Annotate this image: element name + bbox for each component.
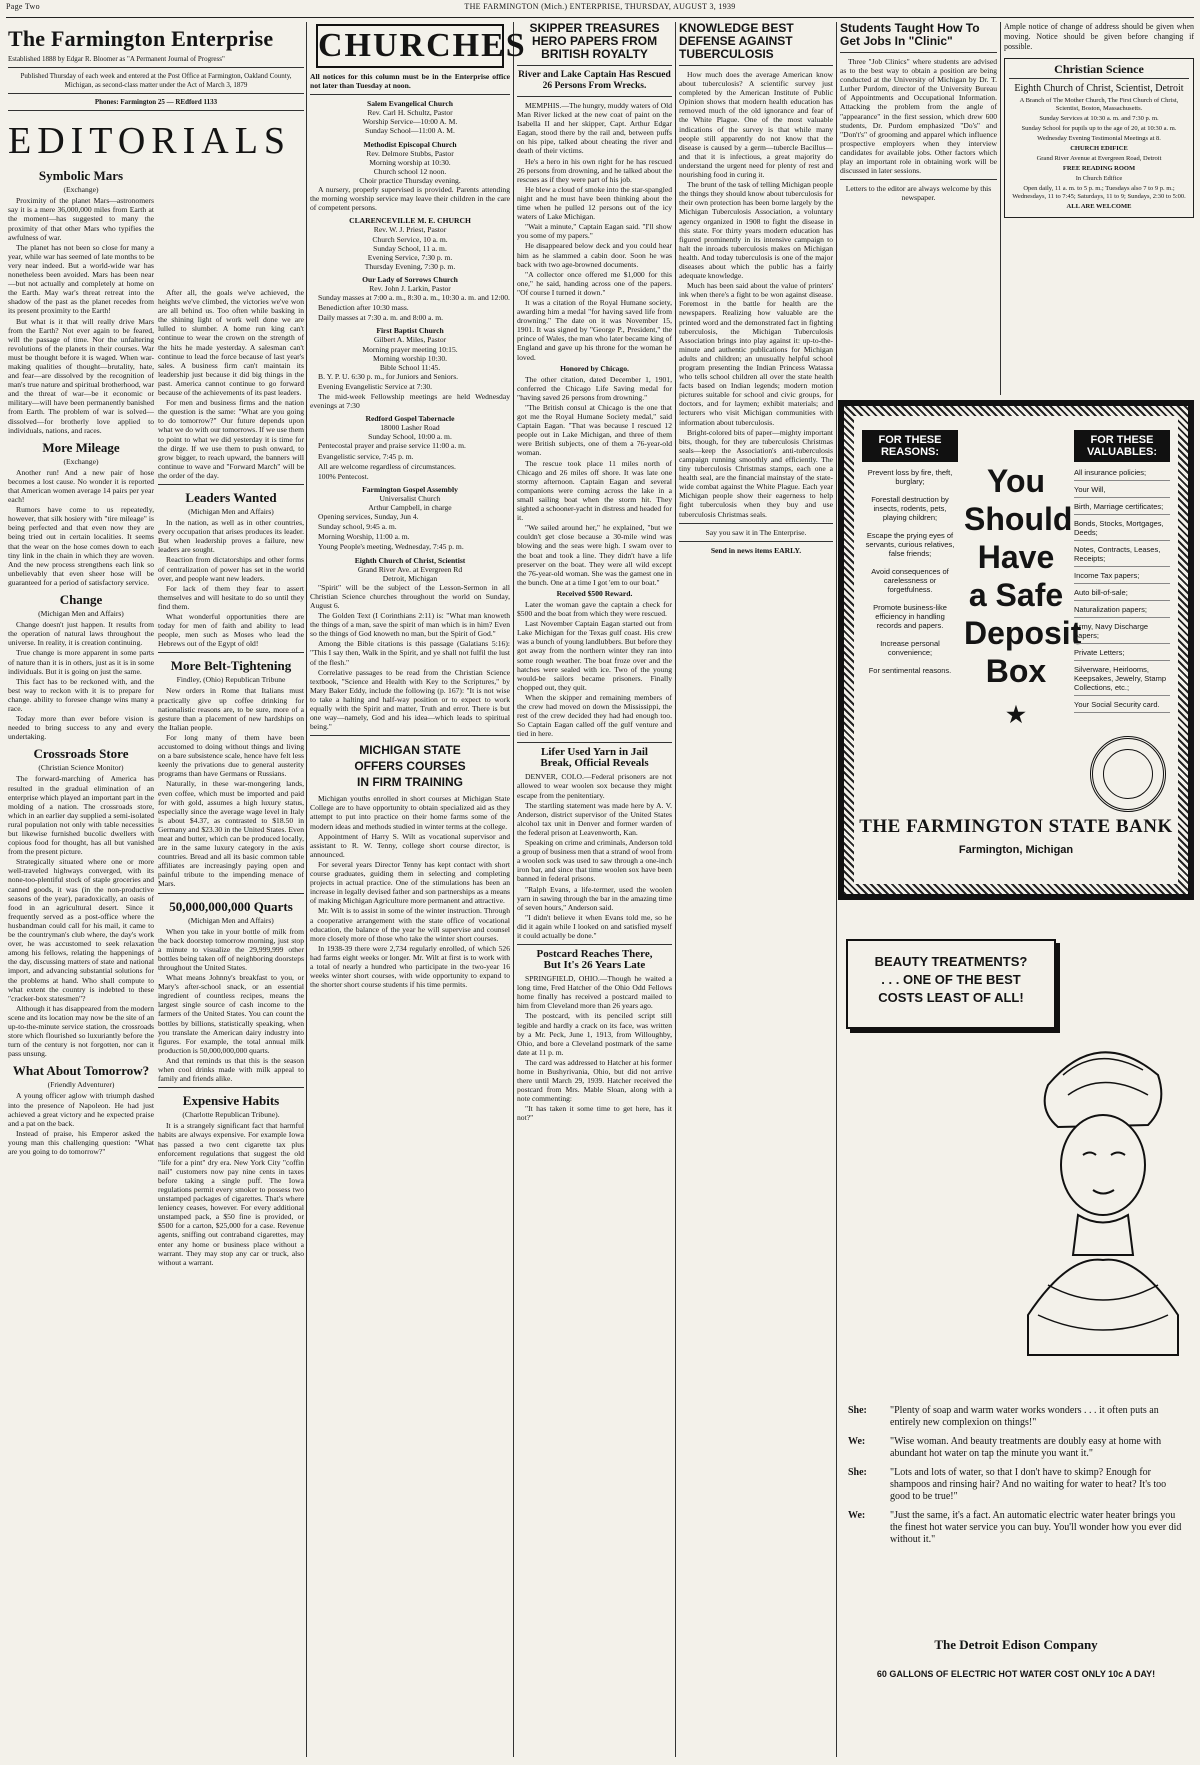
bank-reasons <box>862 430 958 684</box>
church-line: Thursday Evening, 7:30 p. m. <box>364 261 456 271</box>
church-entry <box>310 556 510 732</box>
paragraph: The other citation, dated December 1, 1901, conferred the Chicago Life Saving medal for "having saved 26 persons from drowning." <box>517 374 672 402</box>
church-name: Eighth Church of Christ, Scientist <box>354 555 466 565</box>
paragraph: MEMPHIS.—The hungry, muddy waters of Old Man River licked at the new coat of paint on the Isabella II and her skipper, Capt. Arthur Edgar Eagan, stood there by the rail and, between puffs on his pipe, talked about cheating the river and death of their victims. <box>517 101 672 156</box>
column-rule <box>513 22 514 1757</box>
church-line: Pentecostal prayer and praise service 11:00 a. m. <box>318 441 466 451</box>
article-msc <box>310 742 510 989</box>
valuable-item: Your Social Security card. <box>1074 700 1170 713</box>
paragraph: The brunt of the task of telling Michigan people the things they should know about tuberculosis for their own protection has been borne largely by the Michigan Tuberculosis Association, a voluntary agency organized in 1908 to fight the disease in this state. For thirty years modern education has figured prominently in its intensive campaign to halt the inroads tuberculosis makes on Michigan health. And today tuberculosis is one of the major diseases about which the public has a fairly adequate knowledge. <box>679 180 833 281</box>
paragraph: Three "Job Clinics" where students are advised as to the best way to obtain a position are being conducted at the University of Michigan by Dr. T. Luther Purdom, director of the University Bureau of Appointments and Occupational Information. Attacking the problem from the angle of "appearance" in the first session, which drew 600 students, Dr. Purdom emphasized "Do's" and "Don't's" of grooming and apparel which influence prospective employers when they interview candidates for available jobs. Other factors which play an important role in obtaining work will be discussed in later sessions. <box>840 57 997 176</box>
church-name: First Baptist Church <box>376 326 444 336</box>
headline-jobs: Students Taught How To Get Jobs In "Clinic" <box>840 21 980 48</box>
paragraph: The card was addressed to Hatcher at his former home in Bushyrivania, Ohio, but did not arrive there until March 29, 1939. Hatcher received the postcard from Mrs. Mable Sloan, along with a note commenting: <box>517 1057 672 1104</box>
church-line: The mid-week Fellowship meetings are held Wednesday evenings at 7:30 <box>310 392 510 411</box>
ad-headline-line <box>848 971 1054 989</box>
church-line: Bible School 11:45. <box>379 362 441 372</box>
paragraph: Strategically situated where one or more well-traveled highways converged, with its none-too-plentiful stock of staple groceries and canned goods, it was (in the non-productive seasons of the year), paradoxically, an oasis of food in an agricultural desert. Since it frequently served as a post-office where the husbandman could call for his mail, it came to be the countryman's club where, the day's work over, he was accustomed to seek relaxation among his fellows, relating the happenings of the day, discussing matters of state and national import, and advancing substantial solutions for the problems at hand. Who shall compute to what extent the country is indebted to these "cracker-box statesmen"? <box>8 857 154 1003</box>
dialogue-row <box>848 1405 1188 1429</box>
paragraph: The planet has not been so close for many a year, while war has seemed of late months to be very near indeed. But a world-wide war has nonetheless been avoided. Mars has been near—but not actually and completely at home on the Earth. May war's threat retreat into the shadow of the past as the planet recedes from its present proximity to the Earth! <box>8 242 154 316</box>
star-icon: ★ <box>1006 702 1026 727</box>
valuable-item: All insurance policies; <box>1074 468 1170 481</box>
paragraph: After all, the goals we've achieved, the heights we've climbed, the victories we've won are all behind us. Too often while basking in the shining light of work well done we are lulled to slumber. A home run king can't continue to wear the crown on the strength of the hits he made yesterday. A salesman can't continue to lead the force because of last year's sales. A business firm can't maintain its leadership just because it did big things in the past. America cannot continue to go forward because of the achievements of its past leaders. <box>158 288 304 398</box>
paragraph: Speaking on crime and criminals, Anderson told a group of business men that a strand of wool from a woolen sock was used to saw through a one-inch iron bar, and since that time woolen sox have been banned in federal prisons. <box>517 838 672 884</box>
church-line: Rev. Delmore Stubbs, Pastor <box>366 148 454 158</box>
valuable-item: Private Letters; <box>1074 648 1170 661</box>
church-line: Rev. Carl H. Schultz, Pastor <box>367 108 453 118</box>
church-line: Universalist Church <box>379 493 441 503</box>
cs-line: ALL ARE WELCOME <box>1066 203 1132 211</box>
paragraph: The Golden Text (I Corinthians 2:11) is: "What man knoweth the things of a man, save the spirit of man which is in him? Even so the things of God knoweth no man, but the Spirit of God." <box>310 611 510 639</box>
church-line: Choir practice Thursday evening. <box>359 175 461 185</box>
ad-company-name: The Detroit Edison Company <box>934 1637 1098 1652</box>
reason-item: Increase personal convenience; <box>880 639 940 657</box>
ad-dialogue <box>848 1405 1188 1553</box>
cs-line: Open daily, 11 a. m. to 5 p. m.; Tuesdays also 7 to 9 p. m.; Wednesdays, 11 to 7:45; Saturdays, 11 to 9; Sundays, 2:30 to 5:00. <box>1012 185 1186 201</box>
paragraph: "Ralph Evans, a life-termer, used the woolen yarn in sawing through the bar in the amazing time of seven hours," Anderson said. <box>517 884 672 912</box>
church-line: 100% Pentecost. <box>318 471 369 481</box>
paragraph: The postcard, with its penciled script still legible and hardly a crack on its face, was written by a Mr. Peck, June 1, 1913, from Willoughby, Ohio, and bore a Cleveland postmark of the same date at 11 p. m. <box>517 1011 672 1057</box>
church-line: Worship Service—10:00 A. M. <box>362 117 458 127</box>
headline: Expensive Habits <box>182 1093 280 1109</box>
paragraph: Last November Captain Eagan started out from Lake Michigan for the Texas gulf coast. His crew was a bunch of young landlubbers. But before they got away from the northern winter they ran into some rough weather. The boat froze over and the hatches were sealed with ice. Two of the young would-be sailors became prisoners. Finally chopped out, they quit. <box>517 619 673 692</box>
church-line: Sunday masses at 7:00 a. m., 8:30 a. m., 10:30 a. m. and 12:00. <box>318 293 510 303</box>
church-line: Opening services, Sunday, Jun 4. <box>318 512 419 522</box>
filler-line: Say you saw it in The Enterprise. <box>705 527 807 537</box>
editorial-change <box>8 593 154 741</box>
paragraph: Another run! And a new pair of hose becomes a lost cause. No wonder it is reported that American women average 14 pairs per year each! <box>8 467 154 505</box>
cs-line: FREE READING ROOM <box>1062 165 1136 173</box>
credit: (Michigan Men and Affairs) <box>188 506 274 516</box>
headline-postcard <box>517 949 672 971</box>
credit: (Michigan Men and Affairs) <box>188 915 274 925</box>
credit: (Charlotte Republican Tribune). <box>182 1110 280 1120</box>
paragraph: Correlative passages to be read from the Christian Science textbook, "Science and Health with Key to the Scriptures," by Mary Baker Eddy, include the following (p. 167): "It is not wise to take a halting and half-way position or to expect to work equally with the Spirit and matter, Truth and error. There is but one way—namely, God and his idea—which leads to spiritual being." <box>310 667 510 732</box>
church-line: Arthur Campbell, in charge <box>368 503 452 513</box>
valuables-title: FOR THESE VALUABLES: <box>1074 430 1170 462</box>
editorial-leaders-wanted <box>158 491 304 648</box>
church-line: Sunday School—11:00 A. M. <box>365 126 455 136</box>
column-cs <box>1004 22 1194 392</box>
filler-line: Letters to the editor are always welcome by this newspaper. <box>845 184 992 203</box>
bank-advertisement <box>838 400 1194 900</box>
headline: More Belt-Tightening <box>170 658 292 674</box>
slogan-line: You <box>986 463 1046 499</box>
paragraph: Much has been said about the value of printers' ink when there's a fight to be won against disease. Foremost in the battle for health are the newspapers. Realizing how valuable are the printed word and the demonstrated fact in fighting tuberculosis, the Michigan Tuberculosis Association brings into play against it: up-to-the-minute and authentic publications for Michigan adults and children; an unusually helpful school program presenting the Indian Princess Watassa who tells school children all over the state health facts based on Indian legends; modern motion pictures suitable for school and civic groups, for doctors, and for laymen; exhibit materials; and lecturers who visit Michigan communities with information about tuberculosis. <box>679 281 833 427</box>
page-number: Page Two <box>6 2 40 11</box>
paragraph: True change is more apparent in some parts of nature than it is in others, just as it is in some individuals. But it is going on just the same. <box>8 648 154 676</box>
paragraph: How much does the average American know about tuberculosis? A scientific survey just completed by the American Institute of Public Opinion shows that modern health education has removed much of the old ignorance and fear of the White Plague. One of the most valuable indications of the survey is that while many people still apparently do not know that the disease is caused by a germ—tubercle Bacillus—and that it is infectious, a great majority do understand the urgent need for plenty of rest and nourishing food in curing it. <box>679 70 833 180</box>
paragraph: He disappeared below deck and you could hear him as he slammed a cabin door. Soon he was back with two age-browned documents. <box>517 241 672 269</box>
valuable-item: Naturalization papers; <box>1074 605 1170 618</box>
church-line: Daily masses at 7:30 a. m. and 8:00 a. m. <box>318 313 444 323</box>
church-line: Morning worship at 10:30. <box>369 157 451 167</box>
headline-tuberculosis: KNOWLEDGE BEST DEFENSE AGAINST TUBERCULOSIS <box>679 21 794 61</box>
valuable-item: Bonds, Stocks, Mortgages, Deeds; <box>1074 519 1170 541</box>
paragraph: For lack of them they fear to assert themselves and will hesitate to do so until they find them. <box>158 583 304 611</box>
church-line: Morning Worship, 11:00 a. m. <box>318 532 410 542</box>
paragraph: "The British consul at Chicago is the one that got me the Royal Humane Society medal," said Captain Eagan. "That was because I rescued 12 people out in Lake Michigan, and three of them were British subjects, one of them a 76-year-old woman. <box>517 403 672 458</box>
church-line: All are welcome regardless of circumstances. <box>318 461 456 471</box>
cs-line: Eighth Church of Christ, Scientist, Detroit <box>1014 83 1184 95</box>
dialogue-text: "Wise woman. And beauty treatments are doubly easy at home with abundant hot water on tap the minute you want it." <box>890 1436 1162 1459</box>
church-entry <box>310 275 510 322</box>
dialogue-row <box>848 1436 1188 1460</box>
church-line: Benediction after 10:30 mass. <box>318 303 409 313</box>
filler-line: Send in news items EARLY. <box>710 545 802 555</box>
paragraph: New orders in Rome that Italians must practically give up coffee drinking for nationalistic reasons are, to be sure, more of a gesture than a placement of new hardships on the Italian people. <box>158 686 304 732</box>
cs-line: Sunday School for pupils up to the age of 20, at 10:30 a. m. <box>1021 125 1177 133</box>
church-line: Sunday school, 9:45 a. m. <box>318 522 397 532</box>
church-entry <box>310 99 510 135</box>
church-name: CLARENCEVILLE M. E. CHURCH <box>349 216 471 226</box>
valuable-item: Silverware, Heirlooms, Keepsakes, Jewelry, Stamp Collections, etc.; <box>1074 665 1170 696</box>
column-churches <box>310 22 527 1757</box>
cs-line: A Branch of The Mother Church, The First Church of Christ, Scientist, Boston, Massachusetts. <box>1019 97 1179 113</box>
church-entry <box>310 414 510 481</box>
headline-line: Lifer Used Yarn in Jail <box>541 746 648 759</box>
headline: Symbolic Mars <box>38 168 124 184</box>
paragraph: "Spirit" will be the subject of the Lesson-Sermon in all Christian Science churches throughout the world on Sunday, August 6. <box>310 582 510 610</box>
paragraph: Instead of praise, his Emperor asked the young man this challenging question: "What are you going to do tomorrow?" <box>8 1128 154 1156</box>
editorial-quarts <box>158 900 304 1084</box>
church-entry <box>310 326 510 410</box>
paragraph: The rescue took place 11 miles north of Chicago and 26 miles off shore. It was late one stormy afternoon. Captain Eagan and several companions were coming across the lake in a small sailing boat when the storm hit. They sighted a schooner-yacht in distress and headed for it. <box>517 458 672 523</box>
headline: More Mileage <box>42 439 120 455</box>
paragraph: "We sailed around her," he explained, "but we couldn't get close because a 30-mile wind was blowing and the seas were high. I swam over to the boat and took a line. They didn't have a life preserver on the boat. They were all wild except the 76-year-old woman. She was the gamest one in the bunch. One at a time I got 'em to our boat." <box>517 523 672 587</box>
church-name: Farmington Gospel Assembly <box>362 484 458 494</box>
speaker: She: <box>848 1467 867 1478</box>
cs-title: Christian Science <box>1054 62 1144 76</box>
column-tuberculosis <box>679 22 833 972</box>
bank-valuables <box>1074 430 1170 717</box>
paragraph: It was a citation of the Royal Humane society, awarding him a medal "for having saved life from drowning." The date on it was November 15, 1901. It was signed by "George P., President," the prince of Wales, the man who later became king of England and gave up his throne for the woman he loved. <box>517 297 672 362</box>
paragraph: Appointment of Harry S. Wilt as vocational supervisor and assistant to R. W. Tenny, college short course director, is announced. <box>310 831 510 859</box>
woman-in-towel-illustration <box>1008 1015 1188 1375</box>
paragraph: What wonderful opportunities there are today for men of faith and ability to lead people, men such as Moses who lead the Hebrews out of the Egypt of old! <box>158 612 304 649</box>
editorial-more-belt-tightening <box>158 659 304 888</box>
headline-skipper: SKIPPER TREASURES HERO PAPERS FROM BRITISH ROYALTY <box>529 21 660 61</box>
dialogue-text: "Plenty of soap and warm water works wonders . . . it often puts an entirely new complexion on things!" <box>890 1405 1159 1428</box>
paragraph: For long many of them have been accustomed to doing without things and living on a bare subsistence scale, hence have felt less keenly the privations due to general austerity programs than have Germans or Russians. <box>158 732 304 779</box>
churches-heading: CHURCHES <box>316 24 504 68</box>
cs-line: In Church Edifice <box>1075 175 1123 183</box>
church-line: Rev. John J. Larkin, Pastor <box>369 283 451 293</box>
column-rule <box>306 22 307 1757</box>
editorials-heading: EDITORIALS <box>8 120 292 163</box>
credit: (Exchange) <box>63 185 99 195</box>
church-line: Detroit, Michigan <box>382 573 438 583</box>
paragraph: This fact has to be reckoned with, and the best way to reckon with it is to prepare for change. ability to foresee change wins many a race. <box>8 676 154 713</box>
reason-item: Promote business-like efficiency in handling records and papers. <box>873 603 947 630</box>
church-name: Methodist Episcopal Church <box>363 139 457 149</box>
slogan-line: Box <box>985 653 1047 689</box>
paragraph: When you take in your bottle of milk from the back doorstep tomorrow morning, just stop a minute to visualize the 29,999,999 other bottles being taken off of neighboring doorsteps throughout the United States. <box>158 926 304 972</box>
ad-tagline: 60 GALLONS OF ELECTRIC HOT WATER COST ONLY 10c A DAY! <box>876 1669 1156 1679</box>
church-line: Evening Evangelistic Service at 7:30. <box>318 381 433 391</box>
slogan-line: Should <box>964 501 1073 537</box>
masthead-published: Published Thursday of each week and entered at the Post Office at Farmington, Oakland County, Michigan, as second-class matter under the Act of March 3, 1879 <box>20 72 292 89</box>
headline-line: OFFERS COURSES <box>354 759 466 774</box>
dateline: THE FARMINGTON (Mich.) ENTERPRISE, THURSDAY, AUGUST 3, 1939 <box>464 2 736 11</box>
dialogue-text: "Just the same, it's a fact. An automatic electric water heater brings you the finest hot water service you can buy. You'll wonder how you ever did without it." <box>890 1510 1182 1545</box>
church-line: Gilbert A. Miles, Pastor <box>373 335 447 345</box>
church-line: Evening Service, 7:30 p. m. <box>367 252 453 262</box>
editorial-more-mileage <box>8 441 154 587</box>
slogan-line: Deposit <box>964 615 1082 651</box>
crosshead: Honored by Chicago. <box>560 363 629 373</box>
reason-item: Prevent loss by fire, theft, burglary; <box>867 468 953 486</box>
speaker: We: <box>848 1436 866 1447</box>
column-rule <box>836 22 837 1757</box>
church-line: Sunday School, 11 a. m. <box>373 243 447 253</box>
christian-science-box <box>1004 58 1194 218</box>
valuable-item: Income Tax papers; <box>1074 571 1170 584</box>
credit: (Michigan Men and Affairs) <box>38 609 124 619</box>
paragraph: Proximity of the planet Mars—astronomers say it is a mere 36,000,000 miles from Earth at the moment—has suggested to many the proximity of that other Mars who typifies the awfulness of war. <box>8 196 154 242</box>
paragraph: "I didn't believe it when Evans told me, so he did it again while I looked on and satisfied myself it could actually be done." <box>517 912 672 940</box>
cs-line: Wednesday Evening Testimonial Meetings at 8. <box>1037 135 1161 143</box>
headline-lifer <box>517 747 672 769</box>
masthead-phones: Phones: Farmington 25 — REdford 1133 <box>94 97 218 106</box>
valuable-item: Your Will, <box>1074 485 1170 498</box>
church-line: Grand River Ave. at Evergreen Rd <box>357 564 463 574</box>
headline-line: MICHIGAN STATE <box>359 743 461 758</box>
paragraph: "Wait a minute," Captain Eagan said. "I'll show you some of my papers." <box>517 222 672 241</box>
valuable-item: Birth, Marriage certificates; <box>1074 502 1170 515</box>
church-line: Young People's meeting, Wednesday, 7:45 p. m. <box>318 542 464 552</box>
church-line: Morning worship 10:30. <box>372 353 448 363</box>
headline: Leaders Wanted <box>185 489 277 505</box>
church-line: Church Service, 10 a. m. <box>372 234 448 244</box>
headline <box>310 742 510 790</box>
bank-name: THE FARMINGTON STATE BANK <box>859 816 1173 837</box>
headline-line: IN FIRM TRAINING <box>357 775 463 790</box>
paragraph: He's a hero in his own right for he has rescued 26 persons from drowning, and he talked about the rescues as if they were part of his job. <box>517 156 672 184</box>
paragraph: Naturally, in these war-mongering lands, even coffee, which must be imported and paid for with gold, assumes a high luxury status, especially since the average wage level in Italy is about $4.37, as contrasted to $18.50 in Germany and $23.30 in the United States. Even meat and butter, which can be produced locally, are in the same luxury category in the axis countries. Bread and all its basic common table affiliates are increasingly paying open and painful tribute to the impending menace of Mars. <box>158 779 304 889</box>
paragraph: The startling statement was made here by A. V. Anderson, district supervisor of the United States alcohol tax unit in Denver and former warden of the federal prison at Leavenworth, Kan. <box>517 800 672 837</box>
credit: (Christian Science Monitor) <box>38 763 124 773</box>
cs-line: CHURCH EDIFICE <box>1070 145 1128 153</box>
column-rule <box>1000 22 1001 395</box>
paragraph: It is a strangely significant fact that harmful habits are always expensive. For example Iowa has passed a two cent cigarette tax plus enforcement regulations that suggest the old "life for a pint" dry era. New York City "coffin nail" customers now pay nine cents in taxes before taking a single puff. The Iowa regulations permit every smoker to possess two unstamped packages of cigarettes. That's where leniency ceases, however. For every additional unstamped pack, a $50 fine is provided, or $500 for a carton, $25,000 for a case. Revenue agents, sniffing out contraband cigarettes, may enter any home or business place without a warrant. They may stop any car or truck, also without a warrant. <box>158 1121 304 1267</box>
paragraph: What means Johnny's breakfast to you, or Mary's after-school snack, or an essential ingredient of countless recipes, means the largest single source of cash income to the farmers of the United States. You can count the bottles by billions, statistically speaking, when you translate the American dairy industry into figures. For example, the total annual milk production is 50,000,000,000 quarts. <box>158 973 304 1055</box>
bank-city: Farmington, Michigan <box>958 844 1074 856</box>
slogan-line: a Safe <box>968 577 1064 613</box>
church-line: Sunday School, 10:00 a. m. <box>368 432 452 442</box>
paragraph: When the skipper and remaining members of the crew had moved on down the Mississippi, the rest of the crew decided they had had enough too. So Captain Eagan called off the gulf venture and tied in here. <box>517 692 672 739</box>
paragraph: Later the woman gave the captain a check for $500 and the boat from which they were rescued. <box>517 599 672 619</box>
bank-slogan <box>964 462 1082 734</box>
column-rule <box>675 22 676 1757</box>
church-line: 18000 Lasher Road <box>380 423 440 433</box>
paragraph: Bright-colored bits of paper—mighty important bits, though, for they are tuberculosis Christmas seals—keep the Association's anti-tuberculosis campaign running smoothly and efficiently. The tiny tuberculosis Christmas stamps, each one a health seal, are the financial mainstay of the state-wide combat against the White Plague. Each year Michigan people show their eagerness to help fight tuberculosis when they buy and use tuberculosis Christmas seals. <box>679 427 833 519</box>
editorial-crossroads-store <box>8 747 154 1058</box>
church-line: Church school 12 noon. <box>373 166 447 176</box>
paragraph: "A collector once offered me $1,000 for this one," he said, handing across one of the papers. "Of course I turned it down." <box>517 269 672 297</box>
paragraph: Michigan youths enrolled in short courses at Michigan State College are to have opportunity to obtain specialized aid as they attempt to put into practice on their home farms some of the modern ideas and methods studied in winter terms at the college. <box>310 794 510 831</box>
column-news <box>517 22 672 1757</box>
headline: What About Tomorrow? <box>12 1063 150 1079</box>
column-jobs <box>840 22 997 392</box>
church-line: Morning prayer meeting 10:15. <box>362 344 458 354</box>
valuable-item: Notes, Contracts, Leases, Receipts; <box>1074 545 1170 567</box>
ad-headline-line: COSTS LEAST OF ALL! <box>878 990 1024 1005</box>
subhead-skipper: River and Lake Captain Has Rescued 26 Persons From Wrecks. <box>518 70 671 91</box>
headline: 50,000,000,000 Quarts <box>169 898 293 914</box>
reason-item: For sentimental reasons. <box>868 666 952 675</box>
bank-ad-panel <box>854 416 1178 884</box>
masthead-established: Established 1888 by Edgar R. Bloomer as "A Permanent Journal of Progress" <box>8 55 225 63</box>
ad-headline-text: . . . ONE OF THE BEST <box>881 972 1021 987</box>
reason-item: Forestall destruction by insects, rodents, pets, playing children; <box>871 495 949 522</box>
credit: Findley, (Ohio) Republican Tribune <box>176 675 286 685</box>
paragraph: In 1938-39 there were 2,734 regularly enrolled, of which 526 had farms eight weeks or longer. Mr. Wilt at first is to work with a total of nearly a hundred who participate in the two-year 16 weeks winter short courses, with wide opportunity to expand to the shorter short course students if his time permits. <box>310 943 510 990</box>
paragraph: For men and business firms and the nation the question is the same: "What are you going to do tomorrow?" Our future depends upon what we do with our tomorrows. If we use them to point to what we did yesterday it is time for the dirge. If we use them to push onward, to grow bigger, to reach upward, the banners will continue to wave and "Forward March" will be the order of the day. <box>158 398 304 480</box>
slogan-line: Have <box>977 539 1055 575</box>
cs-line: Sunday Services at 10:30 a. m. and 7:30 p. m. <box>1039 115 1159 123</box>
dialogue-row <box>848 1510 1188 1546</box>
church-name: Salem Evangelical Church <box>367 99 453 109</box>
reason-item: Escape the prying eyes of servants, curious relatives, false friends; <box>865 531 955 558</box>
dialogue-row <box>848 1467 1188 1503</box>
paragraph: But what is it that will really drive Mars from the Earth? Not ever again to be feared, will the passage of time. Nor the unfaltering revolutions of the planets in their courses. War must be thought before it is waged. When war-making qualities of thought—brutality, hate, and fear—are dissolved by the recognition of man's true nature and spiritual brotherhood, war and the threat of war—be it economic or military—will have been permanently banished from Earth. The problem of war is solved—dissolved—for brotherly love applied to individuals, nations, and races. <box>8 316 154 435</box>
church-name: Our Lady of Sorrows Church <box>362 274 458 284</box>
edison-advertisement <box>838 925 1194 1757</box>
running-head <box>6 2 1194 16</box>
church-line: B. Y. P. U. 6:30 p. m., for Juniors and Seniors. <box>318 371 459 381</box>
headline-line: Postcard Reaches There, <box>536 948 653 961</box>
notice-change-address: Ample notice of change of address should be given when moving. Notice should be given before changing if possible. <box>1004 22 1194 51</box>
headline-line: Break, Official Reveals <box>540 757 649 770</box>
valuable-item: Army, Navy Discharge papers; <box>1074 622 1170 644</box>
paragraph: Among the Bible citations is this passage (Galatians 5:16): "This I say then, Walk in the Spirit, and ye shall not fulfil the lust of the flesh." <box>310 639 510 667</box>
masthead-title: The Farmington Enterprise <box>8 26 274 51</box>
church-line: A nursery, properly supervised is provided. Parents attending the morning worship service may leave their children in the care of competent persons. <box>310 185 510 213</box>
church-line: Evangelistic service, 7:45 p. m. <box>318 451 414 461</box>
valuable-item: Auto bill-of-sale; <box>1074 588 1170 601</box>
headline-line: But It's 26 Years Late <box>543 959 646 972</box>
paragraph: DENVER, COLO.—Federal prisoners are not allowed to wear woolen sox because they might escape from the penitentiary. <box>517 772 672 800</box>
fdic-seal-icon <box>1090 736 1166 812</box>
ad-headline-line: BEAUTY TREATMENTS? <box>874 954 1028 969</box>
speaker: We: <box>848 1510 866 1521</box>
cs-line: Grand River Avenue at Evergreen Road, Detroit <box>1036 155 1162 163</box>
paragraph: Rumors have come to us repeatedly, however, that silk hosiery with "tire mileage" is being perfected and that even now they are being tried out in certain localities. It seems that the wear on the hose comes down to each tiny link in the chain in which they are woven. And the new process strengthens each link so unbelievably that even sheer hose will be guaranteed for a period of satisfactory service. <box>8 505 154 587</box>
paragraph: A young officer aglow with triumph dashed into the presence of Napoleon. He had just achieved a great victory and he expected praise and a pat on the back. <box>8 1091 154 1128</box>
church-entry <box>310 485 510 552</box>
paragraph: "It has taken it some time to get here, has it not?" <box>517 1104 672 1123</box>
credit: (Friendly Adventurer) <box>47 1080 115 1090</box>
church-line: Rev. W. J. Priest, Pastor <box>373 225 447 235</box>
speaker: She: <box>848 1405 867 1416</box>
editorial-expensive-habits <box>158 1094 304 1267</box>
paragraph: He blew a cloud of smoke into the star-spangled night and he must have been thinking about the time when he pulled 12 persons out of the icy waters of Lake Michigan. <box>517 184 672 222</box>
paragraph: SPRINGFIELD, OHIO.—Though he waited a long time, Fred Hatcher of the Ohio Odd Fellows home finally has received a postcard mailed to him from Cleveland more than 26 years ago. <box>517 974 672 1011</box>
headline: Change <box>59 592 103 608</box>
church-name: Redford Gospel Tabernacle <box>365 414 455 424</box>
paragraph: Reaction from dictatorships and other forms of centralization of power has set in the world over, and people want new leaders. <box>158 555 304 583</box>
paragraph: Mr. Wilt is to assist in some of the winter instruction. Through a cooperative arrangement with the state office of vocational education, the balance of the year he will supervise and counsel more closely more of those who take the winter short courses. <box>310 906 510 943</box>
dialogue-text: "Lots and lots of water, so that I don't have to skimp? Enough for shampoos and rinsing hair? And no waiting for water to heat? It's too good to be true!" <box>890 1467 1167 1502</box>
editorial-what-about-tomorrow <box>8 1064 154 1156</box>
paragraph: In the nation, as well as in other countries, every occupation that arises produces its leader. But when leadership proves a failure, new leaders are sought. <box>158 518 304 555</box>
paragraph: Change doesn't just happen. It results from the operation of natural laws throughout the universe. In reality, it is creation continuing. <box>8 620 154 648</box>
church-entry <box>310 140 510 213</box>
reasons-title: FOR THESE REASONS: <box>862 430 958 462</box>
credit: (Exchange) <box>63 456 99 466</box>
crosshead: Received $500 Reward. <box>556 588 633 598</box>
headline: Crossroads Store <box>33 746 129 762</box>
paragraph: For several years Director Tenny has kept contact with short course graduates, guiding them in selecting and completing projects in actual practice. One of the stimulations has been an increase in legally devised father and son partnerships as a means of making Michigan Agriculture more permanent and attractive. <box>310 859 510 906</box>
column-2 <box>158 288 304 1757</box>
churches-notice: All notices for this column must be in the Enterprise office not later than Tuesday at noon. <box>310 72 510 91</box>
reason-item: Avoid consequences of carelessness or forgetfulness. <box>871 567 949 594</box>
church-entry <box>310 216 510 271</box>
paragraph: Today more than ever before vision is needed to bring success to any and every undertaking. <box>8 714 154 742</box>
paragraph: The forward-marching of America has resulted in the gradual elimination of an enterprise which played an important part in the molding of a nation. The crossroads store, which in an earlier day supplied a semi-isolated rural population not only with table necessities but likewise furnished bucolic dwellers with copious food for thought, has all but vanished from the present picture. <box>8 774 154 857</box>
header-rule <box>6 17 1194 18</box>
paragraph: Although it has disappeared from the modern scene and its location may now be the site of an up-to-the-minute service station, the crossroads store which flourished so luxuriantly before the turn of the century is not forgotten, nor can it pass unsung. <box>8 1003 154 1059</box>
paragraph: And that reminds us that this is the season when cool drinks made with milk appeal to family and friends alike. <box>158 1055 304 1084</box>
editorial-symbolic-mars <box>8 169 154 435</box>
